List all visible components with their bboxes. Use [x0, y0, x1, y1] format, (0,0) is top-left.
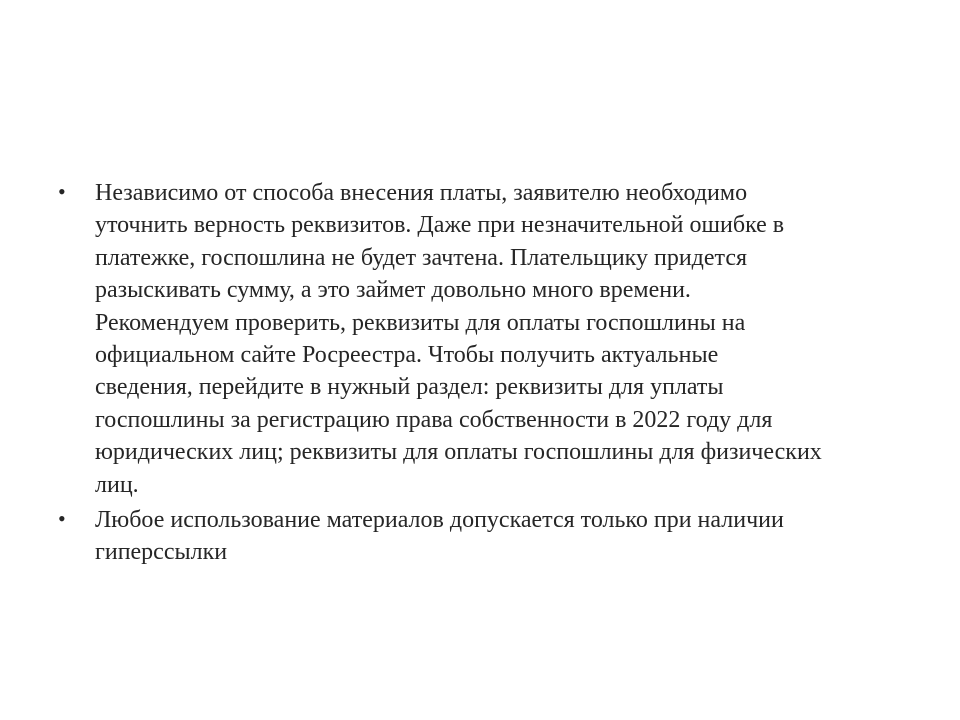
- bullet-item-2: [58, 504, 918, 569]
- text-line: Любое использование материалов допускается только при наличии: [95, 507, 784, 534]
- text-line: юридических лиц; реквизиты для оплаты госпошлины для физических: [95, 439, 822, 466]
- text-line: уточнить верность реквизитов. Даже при незначительной ошибке в: [95, 212, 785, 239]
- text-line: лиц.: [95, 471, 139, 498]
- text-line: гиперссылки: [95, 539, 228, 566]
- text-line: сведения, перейдите в нужный раздел: реквизиты для уплаты: [95, 374, 724, 401]
- text-line: Независимо от способа внесения платы, заявителю необходимо: [95, 180, 748, 206]
- bullet-text: [95, 177, 918, 501]
- bullet-marker-icon: •: [58, 179, 66, 204]
- bullet-item-1: [58, 177, 918, 501]
- text-line: официальном сайте Росреестра. Чтобы получить актуальные: [95, 342, 719, 369]
- bullet-list: [58, 177, 918, 569]
- slide-body: [58, 177, 918, 572]
- text-line: разыскивать сумму, а это займет довольно много времени.: [95, 277, 691, 304]
- bullet-text: [95, 504, 918, 569]
- text-line: платежке, госпошлина не будет зачтена. Плательщику придется: [95, 244, 748, 271]
- bullet-marker-icon: •: [58, 506, 66, 532]
- text-line: госпошлины за регистрацию права собственности в 2022 году для: [95, 406, 773, 433]
- text-line: Рекомендуем проверить, реквизиты для оплаты госпошлины на: [95, 309, 746, 336]
